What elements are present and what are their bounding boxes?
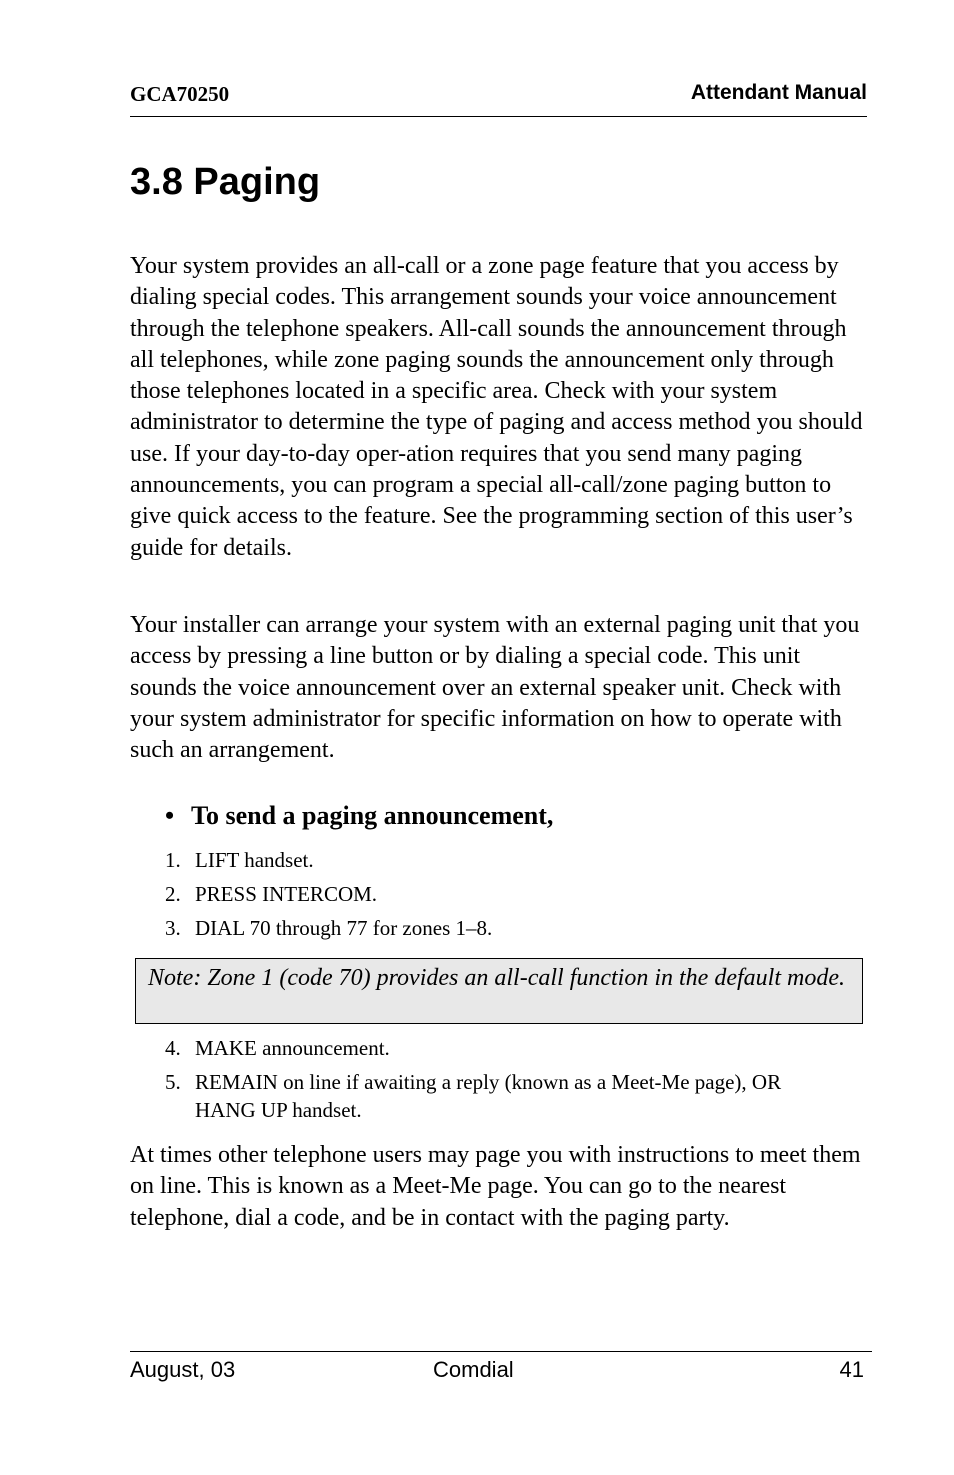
step-text: DIAL 70 through 77 for zones 1–8. xyxy=(195,916,493,940)
step-item xyxy=(165,846,875,874)
intro-paragraph: Your system provides an all-call or a zone page feature that you access by dialing special codes. This arrangement sounds your voice announcement through the telephone speakers. All-call sounds the announcement through all telephones, while zone paging sounds the announcement only through those telephones located in a specific area. Check with your system administrator to determine the type of paging and access method you should use. If your day-to-day oper-ation requires that you send many paging announcements, you can program a special all-call/zone paging button to give quick access to the feature. See the programming section of this user’s guide for details. xyxy=(130,253,863,561)
step-text: REMAIN on line if awaiting a reply (known as a Meet-Me page), OR xyxy=(195,1070,782,1094)
step-item xyxy=(165,1034,875,1062)
section-title: 3.8 Paging xyxy=(130,161,321,203)
step-number: 1. xyxy=(165,848,181,872)
step-text: MAKE announcement. xyxy=(195,1036,390,1060)
step-number: 2. xyxy=(165,882,181,906)
step-item xyxy=(165,880,875,908)
step-number: 5. xyxy=(165,1070,181,1094)
footer-company: Comdial xyxy=(433,1357,514,1382)
step-text: LIFT handset. xyxy=(195,848,314,872)
manual-title: Attendant Manual xyxy=(690,81,867,104)
page-footer xyxy=(130,1351,872,1392)
step-number: 4. xyxy=(165,1036,181,1060)
page-number: 41 xyxy=(839,1357,864,1382)
procedure-heading xyxy=(165,801,553,831)
step-text: PRESS INTERCOM. xyxy=(195,882,378,906)
step-continuation: HANG UP handset. xyxy=(195,1098,362,1122)
bullet-icon: • xyxy=(165,801,175,830)
procedure-heading-text: To send a paging announcement, xyxy=(191,801,554,830)
note-box: Note: Zone 1 (code 70) provides an all-call function in the default mode. xyxy=(135,958,863,1024)
document-id: GCA70250 xyxy=(130,82,230,106)
meet-me-paragraph: At times other telephone users may page you with instructions to meet them on line. This is known as a Meet-Me page. You can go to the nearest telephone, dial a code, and be in contact with the paging party. xyxy=(130,1142,861,1231)
external-paging-paragraph: Your installer can arrange your system with an external paging unit that you access by pressing a line button or by dialing a special code. This unit sounds the voice announcement over an external speaker unit. Check with your system administrator for specific information on how to operate with such an arrangement. xyxy=(130,612,860,764)
page-header xyxy=(130,80,867,117)
footer-date: August, 03 xyxy=(130,1357,236,1382)
step-item xyxy=(165,1068,875,1124)
step-item xyxy=(165,914,875,942)
step-number: 3. xyxy=(165,916,181,940)
